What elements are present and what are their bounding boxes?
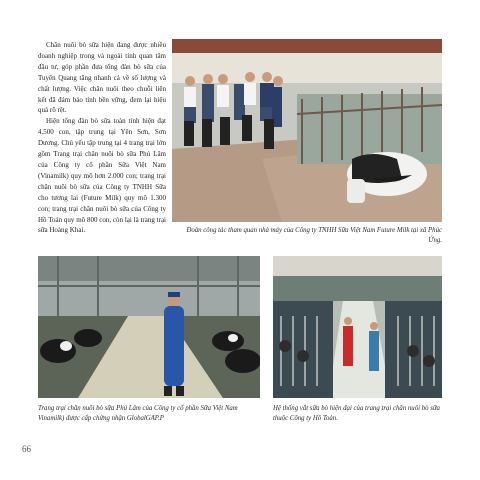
paragraph-1: Chăn nuôi bò sữa hiện đang được nhiều doanh nghiệp trong và ngoài tỉnh quan tâm đầu tư, góp phần đưa tổng đàn bò sữa của Tuyên Quang tăng nhanh cả về số lượng và chất lượng. Việc chăn nuôi theo chuỗi liên kết đã đảm bảo tính bền vững, đem lại hiệu quả rõ rệt. bbox=[38, 41, 166, 115]
photo-phu-lam-farm bbox=[38, 256, 260, 398]
paragraph-2: Hiện tổng đàn bò sữa toàn tỉnh hiện đạt 4.500 con, tập trung tại Yên Sơn, Sơn Dương. Chủ yếu tập trung tại 4 trang trại lớn gồm Trang trại chăn nuôi bò sữa Phú Lâm của Công ty cổ phần Sữa Việt Nam (Vinamilk) quy mô hơn 2.000 con; trang trại chăn nuôi bò sữa của Công ty TNHH Sữa cho tương lai (Future Milk) quy mô 1.300 con; trang trại chăn nuôi bò sữa của Công ty Hồ Toản quy mô 800 con, còn lại là trang trại sữa Hoàng Khai. bbox=[38, 117, 166, 235]
page-number: 66 bbox=[22, 444, 31, 454]
photo-milking-system bbox=[273, 256, 442, 398]
caption-bottom-right-photo: Hệ thống vắt sữa bò hiện đại của trang trại chăn nuôi bò sữa thuộc Công ty Hồ Toản. bbox=[273, 405, 440, 422]
caption-bottom-left-photo: Trang trại chăn nuôi bò sữa Phú Lâm của Công ty cổ phần Sữa Việt Nam Vinamilk) được cấp chứng nhận GlobalGAP.P bbox=[38, 405, 238, 422]
photo-barn-visit bbox=[172, 39, 442, 222]
article-body bbox=[38, 40, 166, 236]
caption-top-photo: Đoàn công tác tham quan nhà máy của Công ty TNHH Sữa Việt Nam Future Milk tại xã Phúc Ứng. bbox=[186, 227, 442, 244]
